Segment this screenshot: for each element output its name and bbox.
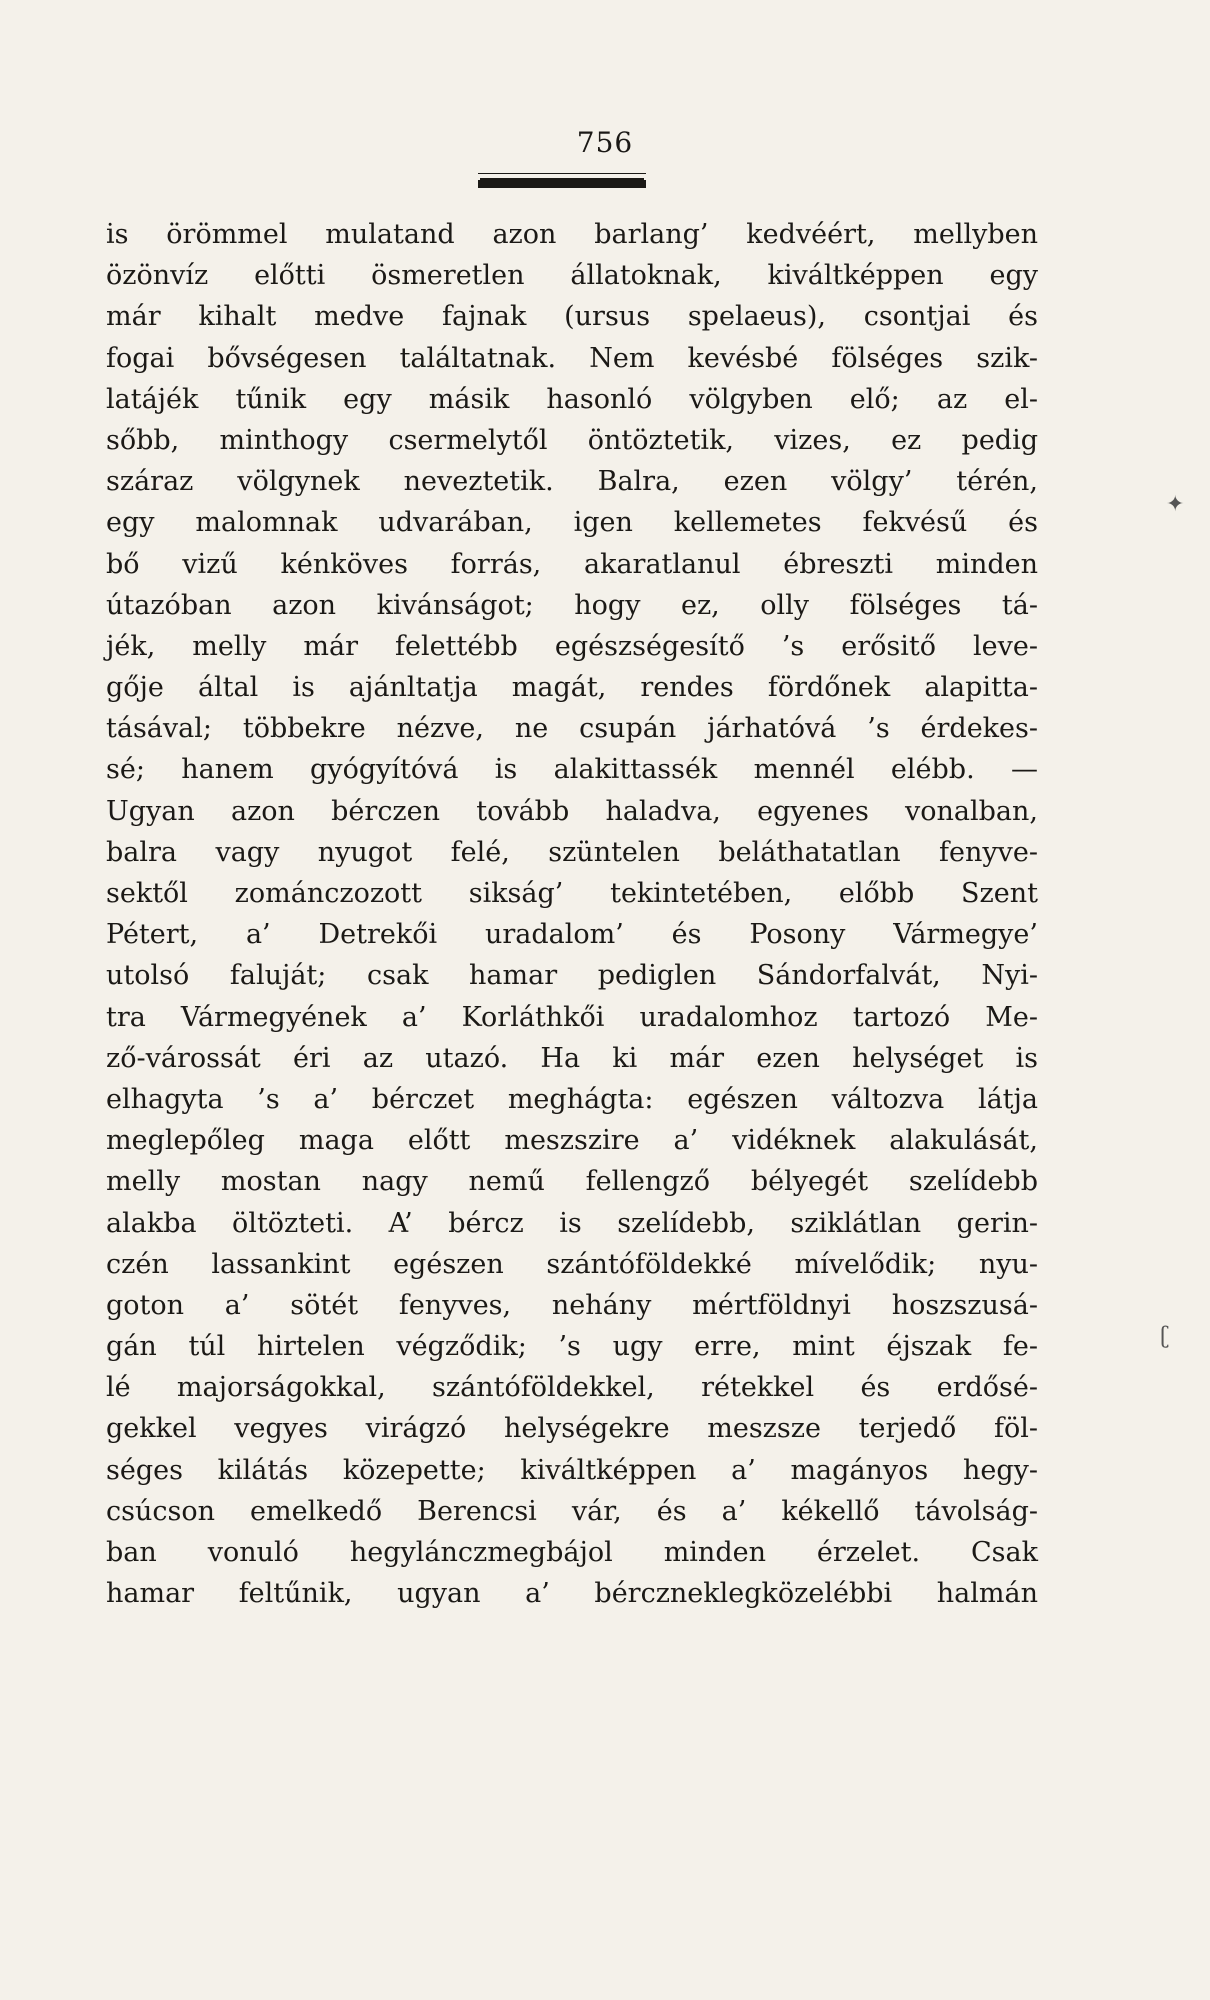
- page-number: 756: [576, 126, 634, 159]
- text-line: balra vagy nyugot felé, szüntelen beláthatatlan fenyve-: [106, 836, 1038, 868]
- header-rule-thin: [478, 173, 646, 174]
- margin-mark: ✦: [1166, 492, 1185, 517]
- margin-mark: ʗ: [1160, 1324, 1170, 1349]
- text-line: latájék tűnik egy másik hasonló völgyben elő; az el-: [106, 383, 1038, 415]
- text-line: utolsó faluját; csak hamar pediglen Sándorfalvát, Nyi-: [106, 960, 1038, 992]
- text-line: sé; hanem gyógyítóvá is alakittassék mennél elébb. —: [106, 754, 1038, 786]
- text-line: útazóban azon kivánságot; hogy ez, olly fölséges tá-: [106, 589, 1038, 621]
- text-line: tra Vármegyének a’ Korláthkői uradalomhoz tartozó Me-: [106, 1001, 1038, 1033]
- text-line: ban vonuló hegylánczmegbájol minden érzelet. Csak: [106, 1537, 1038, 1568]
- text-line: bő vizű kénköves forrás, akaratlanul ébreszti minden: [106, 548, 1038, 580]
- text-line: hamar feltűnik, ugyan a’ bérczneklegközelébbi halmán: [106, 1578, 1038, 1610]
- text-line: tásával; többekre nézve, ne csupán járhatóvá ’s érdekes-: [106, 713, 1038, 745]
- text-line: elhagyta ’s a’ bérczet meghágta: egészen változva látja: [106, 1083, 1038, 1115]
- text-line: özönvíz előtti ösmeretlen állatoknak, kiváltképpen egy: [106, 260, 1038, 292]
- text-line: melly mostan nagy nemű fellengző bélyegét szelídebb: [106, 1166, 1038, 1198]
- text-line: fogai bővségesen találtatnak. Nem kevésbé fölséges szik-: [106, 342, 1038, 374]
- text-line: is örömmel mulatand azon barlang’ kedvéért, mellyben: [106, 219, 1038, 250]
- text-line: lé majorságokkal, szántóföldekkel, rétekkel és erdősé-: [106, 1372, 1038, 1404]
- text-line: sektől zománczozott sikság’ tekintetében, előbb Szent: [106, 878, 1038, 909]
- text-line: gője által is ajánltatja magát, rendes fördőnek alapitta-: [106, 672, 1038, 704]
- body-text: [106, 214, 1038, 1614]
- text-line: jék, melly már felettébb egészségesítő ’s erősitő leve-: [106, 630, 1038, 662]
- text-line: gán túl hirtelen végződik; ’s ugy erre, mint éjszak fe-: [106, 1331, 1038, 1363]
- text-line: alakba öltözteti. A’ bércz is szelídebb, sziklátlan gerin-: [106, 1207, 1038, 1239]
- header-rule: [478, 180, 646, 188]
- text-line: gekkel vegyes virágzó helységekre meszsze terjedő föl-: [106, 1413, 1038, 1445]
- text-line: Ugyan azon bérczen tovább haladva, egyenes vonalban,: [106, 795, 1038, 827]
- text-line: már kihalt medve fajnak (ursus spelaeus), csontjai és: [106, 301, 1038, 333]
- text-line: meglepőleg maga előtt meszszire a’ vidéknek alakulását,: [106, 1125, 1038, 1157]
- text-line: száraz völgynek neveztetik. Balra, ezen völgy’ térén,: [106, 466, 1038, 498]
- text-line: goton a’ sötét fenyves, nehány mértföldnyi hoszszusá-: [106, 1289, 1038, 1321]
- text-line: Pétert, a’ Detrekői uradalom’ és Posony Vármegye’: [106, 919, 1038, 951]
- text-line: ző-várossát éri az utazó. Ha ki már ezen helységet is: [106, 1042, 1038, 1074]
- text-line: sőbb, minthogy csermelytől öntöztetik, vizes, ez pedig: [106, 424, 1038, 456]
- text-line: czén lassankint egészen szántóföldekké mívelődik; nyu-: [106, 1248, 1038, 1280]
- text-line: egy malomnak udvarában, igen kellemetes fekvésű és: [106, 507, 1038, 539]
- text-line: séges kilátás közepette; kiváltképpen a’ magányos hegy-: [106, 1454, 1038, 1486]
- text-line: csúcson emelkedő Berencsi vár, és a’ kékellő távolság-: [106, 1495, 1038, 1527]
